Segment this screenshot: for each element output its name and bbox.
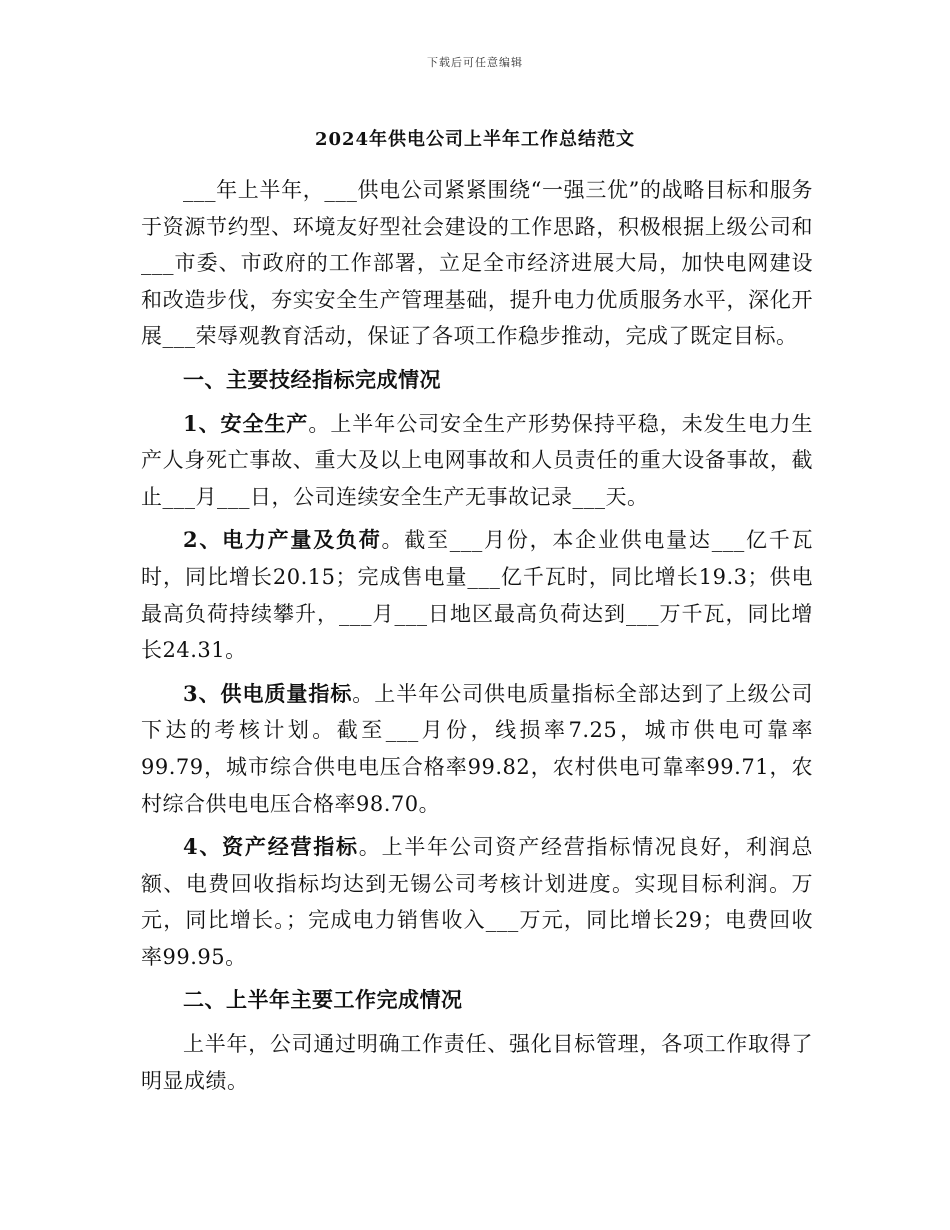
item-text-3: 。上半年公司供电质量指标全部达到了上级公司下达的考核计划。截至___月份，线损率7.25，城市供电可靠率99.79，城市综合供电电压合格率99.82，农村供电可靠率99.71，农村综合供电电压合格率98.70。 [141, 681, 813, 816]
header-watermark: 下载后可任意编辑 [427, 56, 523, 69]
item-lead-3: 3、供电质量指标 [183, 680, 353, 706]
intro-paragraph: ___年上半年，___供电公司紧紧围绕“一强三优”的战略目标和服务于资源节约型、环境友好型社会建设的工作思路，积极根据上级公司和___市委、市政府的工作部署，立足全市经济进展大局，加快电网建设和改造步伐，夯实安全生产管理基础，提升电力优质服务水平，深化开展___荣辱观教育活动，保证了各项工作稳步推动，完成了既定目标。 [141, 178, 813, 349]
item-paragraph-2 [141, 522, 813, 668]
item-text-4: 。上半年公司资产经营指标情况良好，利润总额、电费回收指标均达到无锡公司考核计划进度。实现目标利润。万元，同比增长。；完成电力销售收入___万元，同比增长29；电费回收率99.95。 [141, 835, 813, 969]
item-paragraph-3 [141, 676, 813, 822]
item-lead-1: 1、安全生产 [183, 410, 309, 436]
section-heading-2: 二、上半年主要工作完成情况 [183, 987, 463, 1013]
section2-paragraph: 上半年，公司通过明确工作责任、强化目标管理，各项工作取得了明显成绩。 [141, 1032, 813, 1093]
item-paragraph-1 [141, 406, 813, 516]
item-text-2: 。截至___月份，本企业供电量达___亿千瓦时，同比增长20.15；完成售电量___亿千瓦时，同比增长19.3；供电最高负荷持续攀升，___月___日地区最高负荷达到___万千瓦，同比增长24.31。 [141, 528, 813, 663]
document-body [141, 172, 813, 1099]
section-heading-1: 一、主要技经指标完成情况 [183, 366, 441, 392]
item-lead-4: 4、资产经营指标 [183, 834, 359, 860]
item-lead-2: 2、电力产量及负荷 [183, 527, 382, 553]
document-title: 2024年供电公司上半年工作总结范文 [314, 129, 636, 150]
item-paragraph-4 [141, 829, 813, 975]
item-text-1: 。上半年公司安全生产形势保持平稳，未发生电力生产人身死亡事故、重大及以上电网事故和人员责任的重大设备事故，截止___月___日，公司连续安全生产无事故记录___天。 [141, 411, 813, 509]
